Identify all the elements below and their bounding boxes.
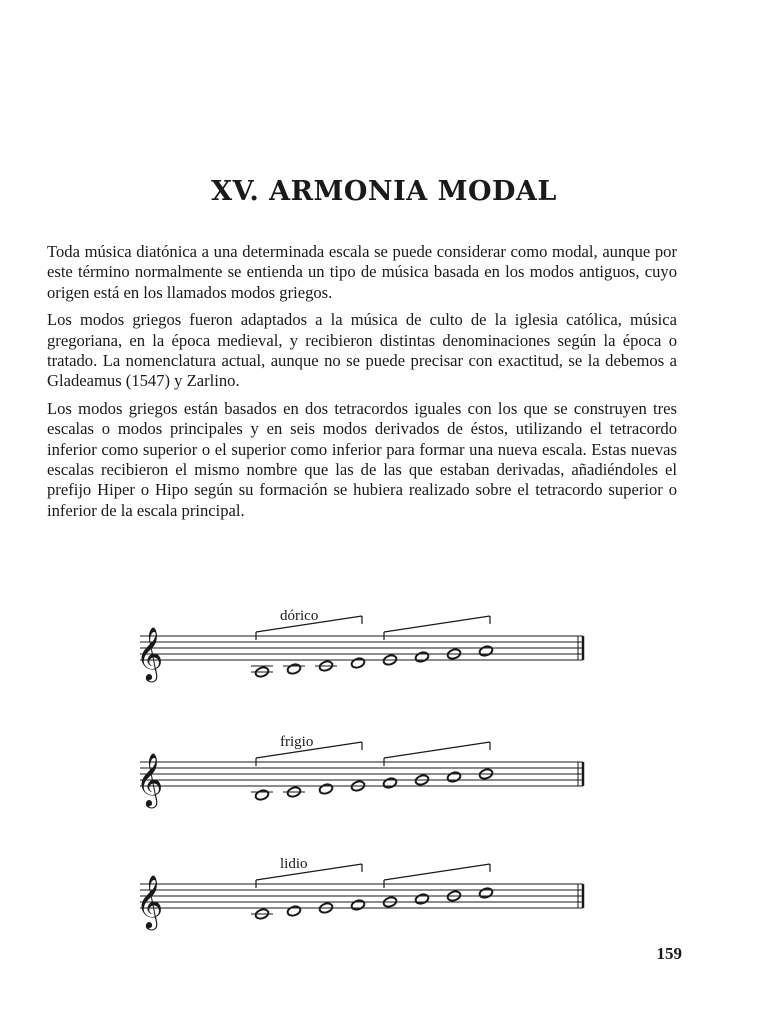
staff-notation xyxy=(0,730,768,820)
whole-note xyxy=(350,657,365,669)
whole-note xyxy=(318,783,333,795)
mode-label: frigio xyxy=(280,734,314,750)
paragraph: Los modos griegos fueron adaptados a la música de culto de la iglesia católica, música gregoriana, en la época medieval, y recibieron distintas denominaciones según la época o tratado. La nomenclatura actual, aunque no se puede precisar con exactitud, se la debemos a Gladeamus (1547) y Zarlino. xyxy=(47,310,677,391)
whole-note xyxy=(350,899,365,911)
music-example-lidio xyxy=(0,852,768,942)
paragraph: Los modos griegos están basados en dos tetracordos iguales con los que se construyen tres escalas o modos principales y en seis modos derivados de éstos, utilizando el tetracordo inferior como superior o el superior como inferior para formar una nueva escala. Estas nuevas escalas recibieron el mismo nombre que las de las que estaban derivadas, añadiéndoles el prefijo Hiper o Hipo según su formación se hubiera realizado sobre el tetracordo superior o inferior de la escala principal. xyxy=(47,398,677,520)
treble-clef-icon: 𝄞 xyxy=(136,874,164,928)
whole-note xyxy=(254,789,269,801)
chapter-title: XV. ARMONIA MODAL xyxy=(211,176,557,207)
page-number: 159 xyxy=(656,944,682,963)
music-example-frigio xyxy=(0,730,768,820)
whole-note xyxy=(446,771,461,783)
paragraph: Toda música diatónica a una determinada escala se puede considerar como modal, aunque por este término normalmente se entienda un tipo de música basada en los modos antiguos, cuyo origen está en los llamados modos griegos. xyxy=(47,242,677,302)
whole-note xyxy=(286,905,301,917)
whole-note xyxy=(478,645,493,657)
whole-note xyxy=(382,777,397,789)
treble-clef-icon: 𝄞 xyxy=(136,752,164,806)
mode-label: lidio xyxy=(280,856,308,872)
staff-notation xyxy=(0,852,768,942)
whole-note xyxy=(414,651,429,663)
whole-note xyxy=(414,893,429,905)
whole-note xyxy=(478,887,493,899)
staff-notation xyxy=(0,604,768,694)
treble-clef-icon: 𝄞 xyxy=(136,626,164,680)
mode-label: dórico xyxy=(280,608,319,624)
music-example-dorico xyxy=(0,604,768,694)
whole-note xyxy=(286,663,301,675)
body-text xyxy=(47,242,677,528)
